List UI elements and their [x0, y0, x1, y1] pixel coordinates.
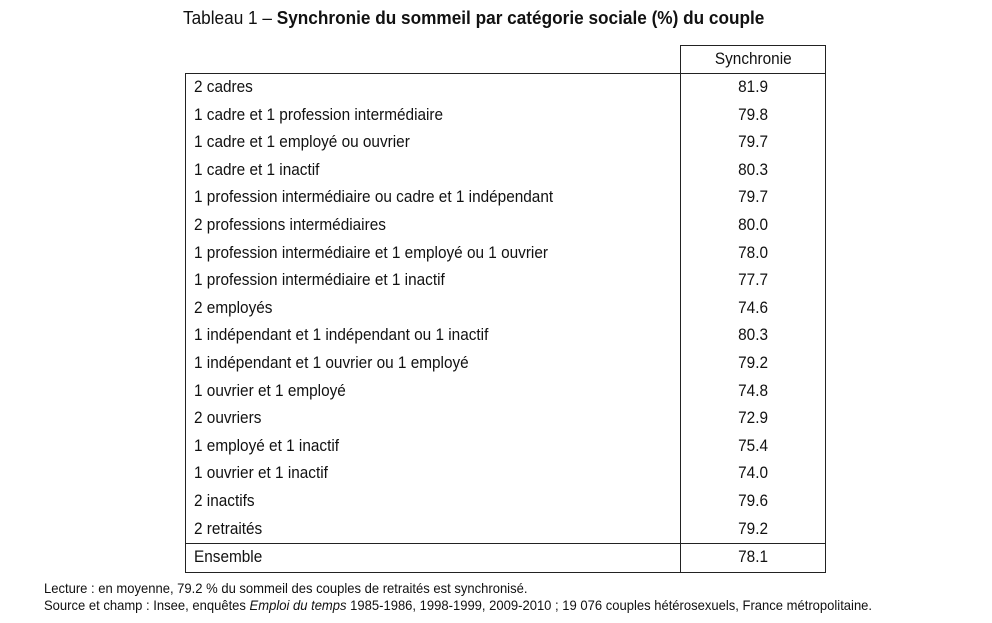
row-value: 72.9 — [681, 405, 826, 433]
synchronie-table — [185, 45, 826, 573]
row-label: 2 employés — [186, 295, 681, 323]
note-source-suffix: 1985-1986, 1998-1999, 2009-2010 ; 19 076 couples hétérosexuels, France métropolitaine. — [346, 597, 873, 613]
note-lecture: Lecture : en moyenne, 79.2 % du sommeil des couples de retraités est synchronisé. — [44, 580, 528, 596]
table-row — [186, 74, 826, 102]
table-row — [186, 516, 826, 544]
note-source-survey: Emploi du temps — [249, 597, 347, 613]
row-label: 2 inactifs — [186, 488, 681, 516]
row-label: 1 profession intermédiaire ou cadre et 1 indépendant — [186, 184, 681, 212]
table-notes — [44, 580, 934, 614]
table-title — [183, 6, 797, 30]
row-value: 79.6 — [681, 488, 826, 516]
row-label: 1 cadre et 1 employé ou ouvrier — [186, 129, 681, 157]
table-row — [186, 212, 826, 240]
table-row — [186, 102, 826, 130]
row-value: 79.2 — [681, 350, 826, 378]
row-value: 75.4 — [681, 433, 826, 461]
table-row — [186, 240, 826, 268]
table-row — [186, 350, 826, 378]
row-label: Ensemble — [186, 544, 681, 573]
column-header-synchronie: Synchronie — [681, 46, 826, 74]
row-label: 2 ouvriers — [186, 405, 681, 433]
row-label: 1 indépendant et 1 indépendant ou 1 inactif — [186, 322, 681, 350]
row-label: 1 profession intermédiaire et 1 inactif — [186, 267, 681, 295]
row-value: 79.7 — [681, 184, 826, 212]
table-row — [186, 405, 826, 433]
row-label: 1 indépendant et 1 ouvrier ou 1 employé — [186, 350, 681, 378]
table-header-empty — [186, 46, 681, 74]
table-header-row — [186, 46, 826, 74]
table-body — [186, 74, 826, 573]
table-title-prefix: Tableau 1 – — [183, 7, 277, 28]
table-title-main: Synchronie du sommeil par catégorie sociale (%) du couple — [276, 7, 765, 28]
row-value: 74.8 — [681, 378, 826, 406]
table-total-row — [186, 544, 826, 573]
row-label: 1 cadre et 1 profession intermédiaire — [186, 102, 681, 130]
table-row — [186, 488, 826, 516]
row-value: 79.7 — [681, 129, 826, 157]
table-row — [186, 295, 826, 323]
row-label: 2 professions intermédiaires — [186, 212, 681, 240]
row-value: 80.3 — [681, 322, 826, 350]
row-label: 1 employé et 1 inactif — [186, 433, 681, 461]
row-label: 1 profession intermédiaire et 1 employé ou 1 ouvrier — [186, 240, 681, 268]
row-value: 77.7 — [681, 267, 826, 295]
row-value: 80.3 — [681, 157, 826, 185]
row-value: 79.8 — [681, 102, 826, 130]
table-row — [186, 460, 826, 488]
table-row — [186, 267, 826, 295]
row-value: 74.0 — [681, 460, 826, 488]
row-label: 2 cadres — [186, 74, 681, 102]
table-row — [186, 322, 826, 350]
row-value: 81.9 — [681, 74, 826, 102]
row-value: 74.6 — [681, 295, 826, 323]
table-row — [186, 129, 826, 157]
note-source-prefix: Source et champ : Insee, enquêtes — [44, 597, 250, 613]
row-value: 78.1 — [681, 544, 826, 573]
row-label: 1 ouvrier et 1 inactif — [186, 460, 681, 488]
row-label: 1 ouvrier et 1 employé — [186, 378, 681, 406]
table-row — [186, 184, 826, 212]
row-value: 79.2 — [681, 516, 826, 544]
row-value: 78.0 — [681, 240, 826, 268]
note-source — [44, 597, 872, 614]
table-row — [186, 378, 826, 406]
table-row — [186, 157, 826, 185]
row-label: 1 cadre et 1 inactif — [186, 157, 681, 185]
table-row — [186, 433, 826, 461]
row-value: 80.0 — [681, 212, 826, 240]
row-label: 2 retraités — [186, 516, 681, 544]
